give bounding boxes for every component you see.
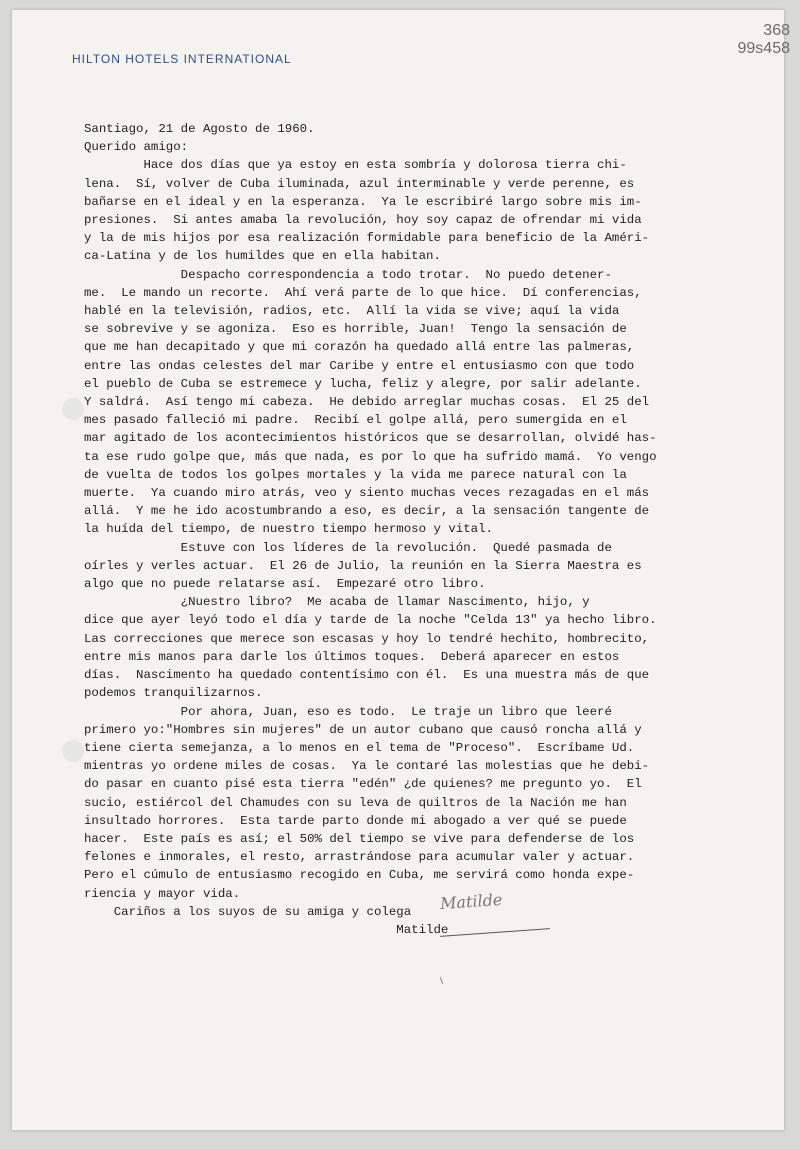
letter-line: entre mis manos para darle los últimos toques. Deberá aparecer en estos [84,649,620,664]
letter-line: mar agitado de los acontecimientos históricos que se desarrollan, olvidé has- [84,431,657,446]
letter-line: Pero el cúmulo de entusiasmo recogido en Cuba, me servirá como honda expe- [84,868,635,883]
letter-line: algo que no puede relatarse así. Empezaré otro libro. [84,577,486,592]
letter-line: lena. Sí, volver de Cuba iluminada, azul interminable y verde perenne, es [84,176,635,191]
punch-hole [62,398,84,420]
archive-number-line: 99s458 [737,40,790,57]
letter-line: hablé en la televisión, radios, etc. Allí la vida se vive; aquí la vida [84,304,620,319]
letter-line: tiene cierta semejanza, a lo menos en el tema de "Proceso". Escríbame Ud. [84,740,635,755]
letter-line: Despacho correspondencia a todo trotar. No puedo detener- [84,267,612,282]
letter-line: me. Le mando un recorte. Ahí verá parte de lo que hice. Dí conferencias, [84,285,642,300]
letter-line: muerte. Ya cuando miro atrás, veo y siento muchas veces rezagadas en el más [84,486,650,501]
archive-number [738,22,791,58]
letter-line: presiones. Si antes amaba la revolución, hoy soy capaz de ofrendar mi vida [84,213,642,228]
letter-line: bañarse en el ideal y en la esperanza. Ya le escribiré largo sobre mis im- [84,194,642,209]
letter-line: Y saldrá. Así tengo mi cabeza. He debido arreglar muchas cosas. El 25 del [84,395,650,410]
letter-body [84,120,764,939]
letter-line: la huída del tiempo, de nuestro tiempo hermoso y vital. [84,522,493,537]
punch-hole [62,740,84,762]
letterhead: HILTON HOTELS INTERNATIONAL [72,52,292,66]
letter-line: sucio, estiércol del Chamudes con su leva de quiltros de la Nación me han [84,795,627,810]
letter-line: do pasar en cuanto pisé esta tierra "edén" ¿de quienes? me pregunto yo. El [84,777,642,792]
letter-line: ta ese rudo golpe que, más que nada, es por lo que ha sufrido mamá. Yo vengo [84,449,657,464]
letter-line: mes pasado falleció mi padre. Recibí el golpe allá, pero sumergida en el [84,413,627,428]
letter-line: podemos tranquilizarnos. [84,686,263,701]
letter-line: mientras yo ordene miles de cosas. Ya le contaré las molestias que he debi- [84,759,650,774]
letter-line: Las correcciones que merece son escasas y hoy lo tendré hechito, hombrecito, [84,631,650,646]
handwritten-signature: Matilde [439,889,503,914]
archive-number-line: 368 [763,22,790,39]
letter-line: se sobrevive y se agoniza. Eso es horrible, Juan! Tengo la sensación de [84,322,627,337]
typed-signature: Matilde [84,922,449,937]
letter-closing: Cariños a los suyos de su amiga y colega [84,904,412,919]
letter-line: ¿Nuestro libro? Me acaba de llamar Nascimento, hijo, y [84,595,590,610]
letter-line: allá. Y me he ido acostumbrando a eso, es decir, a la sensación tangente de [84,504,650,519]
letter-line: Por ahora, Juan, eso es todo. Le traje un libro que leeré [84,704,612,719]
letter-line: días. Nascimento ha quedado contentísimo con él. Es una muestra más de que [84,668,650,683]
letter-line: y la de mis hijos por esa realización formidable para beneficio de la Améri- [84,231,650,246]
letter-line: Hace dos días que ya estoy en esta sombría y dolorosa tierra chi- [84,158,627,173]
letter-line: que me han decapitado y que mi corazón ha quedado allá entre las palmeras, [84,340,635,355]
letter-line: dice que ayer leyó todo el día y tarde de la noche "Celda 13" ya hecho libro. [84,613,657,628]
letter-line: felones e inmorales, el resto, arrastrándose para acumular valer y actuar. [84,850,635,865]
letter-line: de vuelta de todos los golpes mortales y la vida me parece natural con la [84,467,627,482]
letter-line: ca-Latina y de los humildes que en ella habitan. [84,249,441,264]
letter-date: Santiago, 21 de Agosto de 1960. [84,122,315,136]
letter-line: hacer. Este país es así; el 50% del tiempo se vive para defenderse de los [84,831,635,846]
letter-line: primero yo:"Hombres sin mujeres" de un autor cubano que causó roncha allá y [84,722,642,737]
letter-line: oírles y verles actuar. El 26 de Julio, la reunión en la Sierra Maestra es [84,558,642,573]
letter-line: riencia y mayor vida. [84,886,241,901]
letter-line: Estuve con los líderes de la revolución. Quedé pasmada de [84,540,612,555]
letter-line: insultado horrores. Esta tarde parto donde mi abogado a ver qué se puede [84,813,627,828]
letter-line: entre las ondas celestes del mar Caribe y entre el entusiasmo con que todo [84,358,635,373]
letter-line: el pueblo de Cuba se estremece y lucha, feliz y alegre, por salir adelante. [84,376,642,391]
letter-salutation: Querido amigo: [84,140,189,155]
